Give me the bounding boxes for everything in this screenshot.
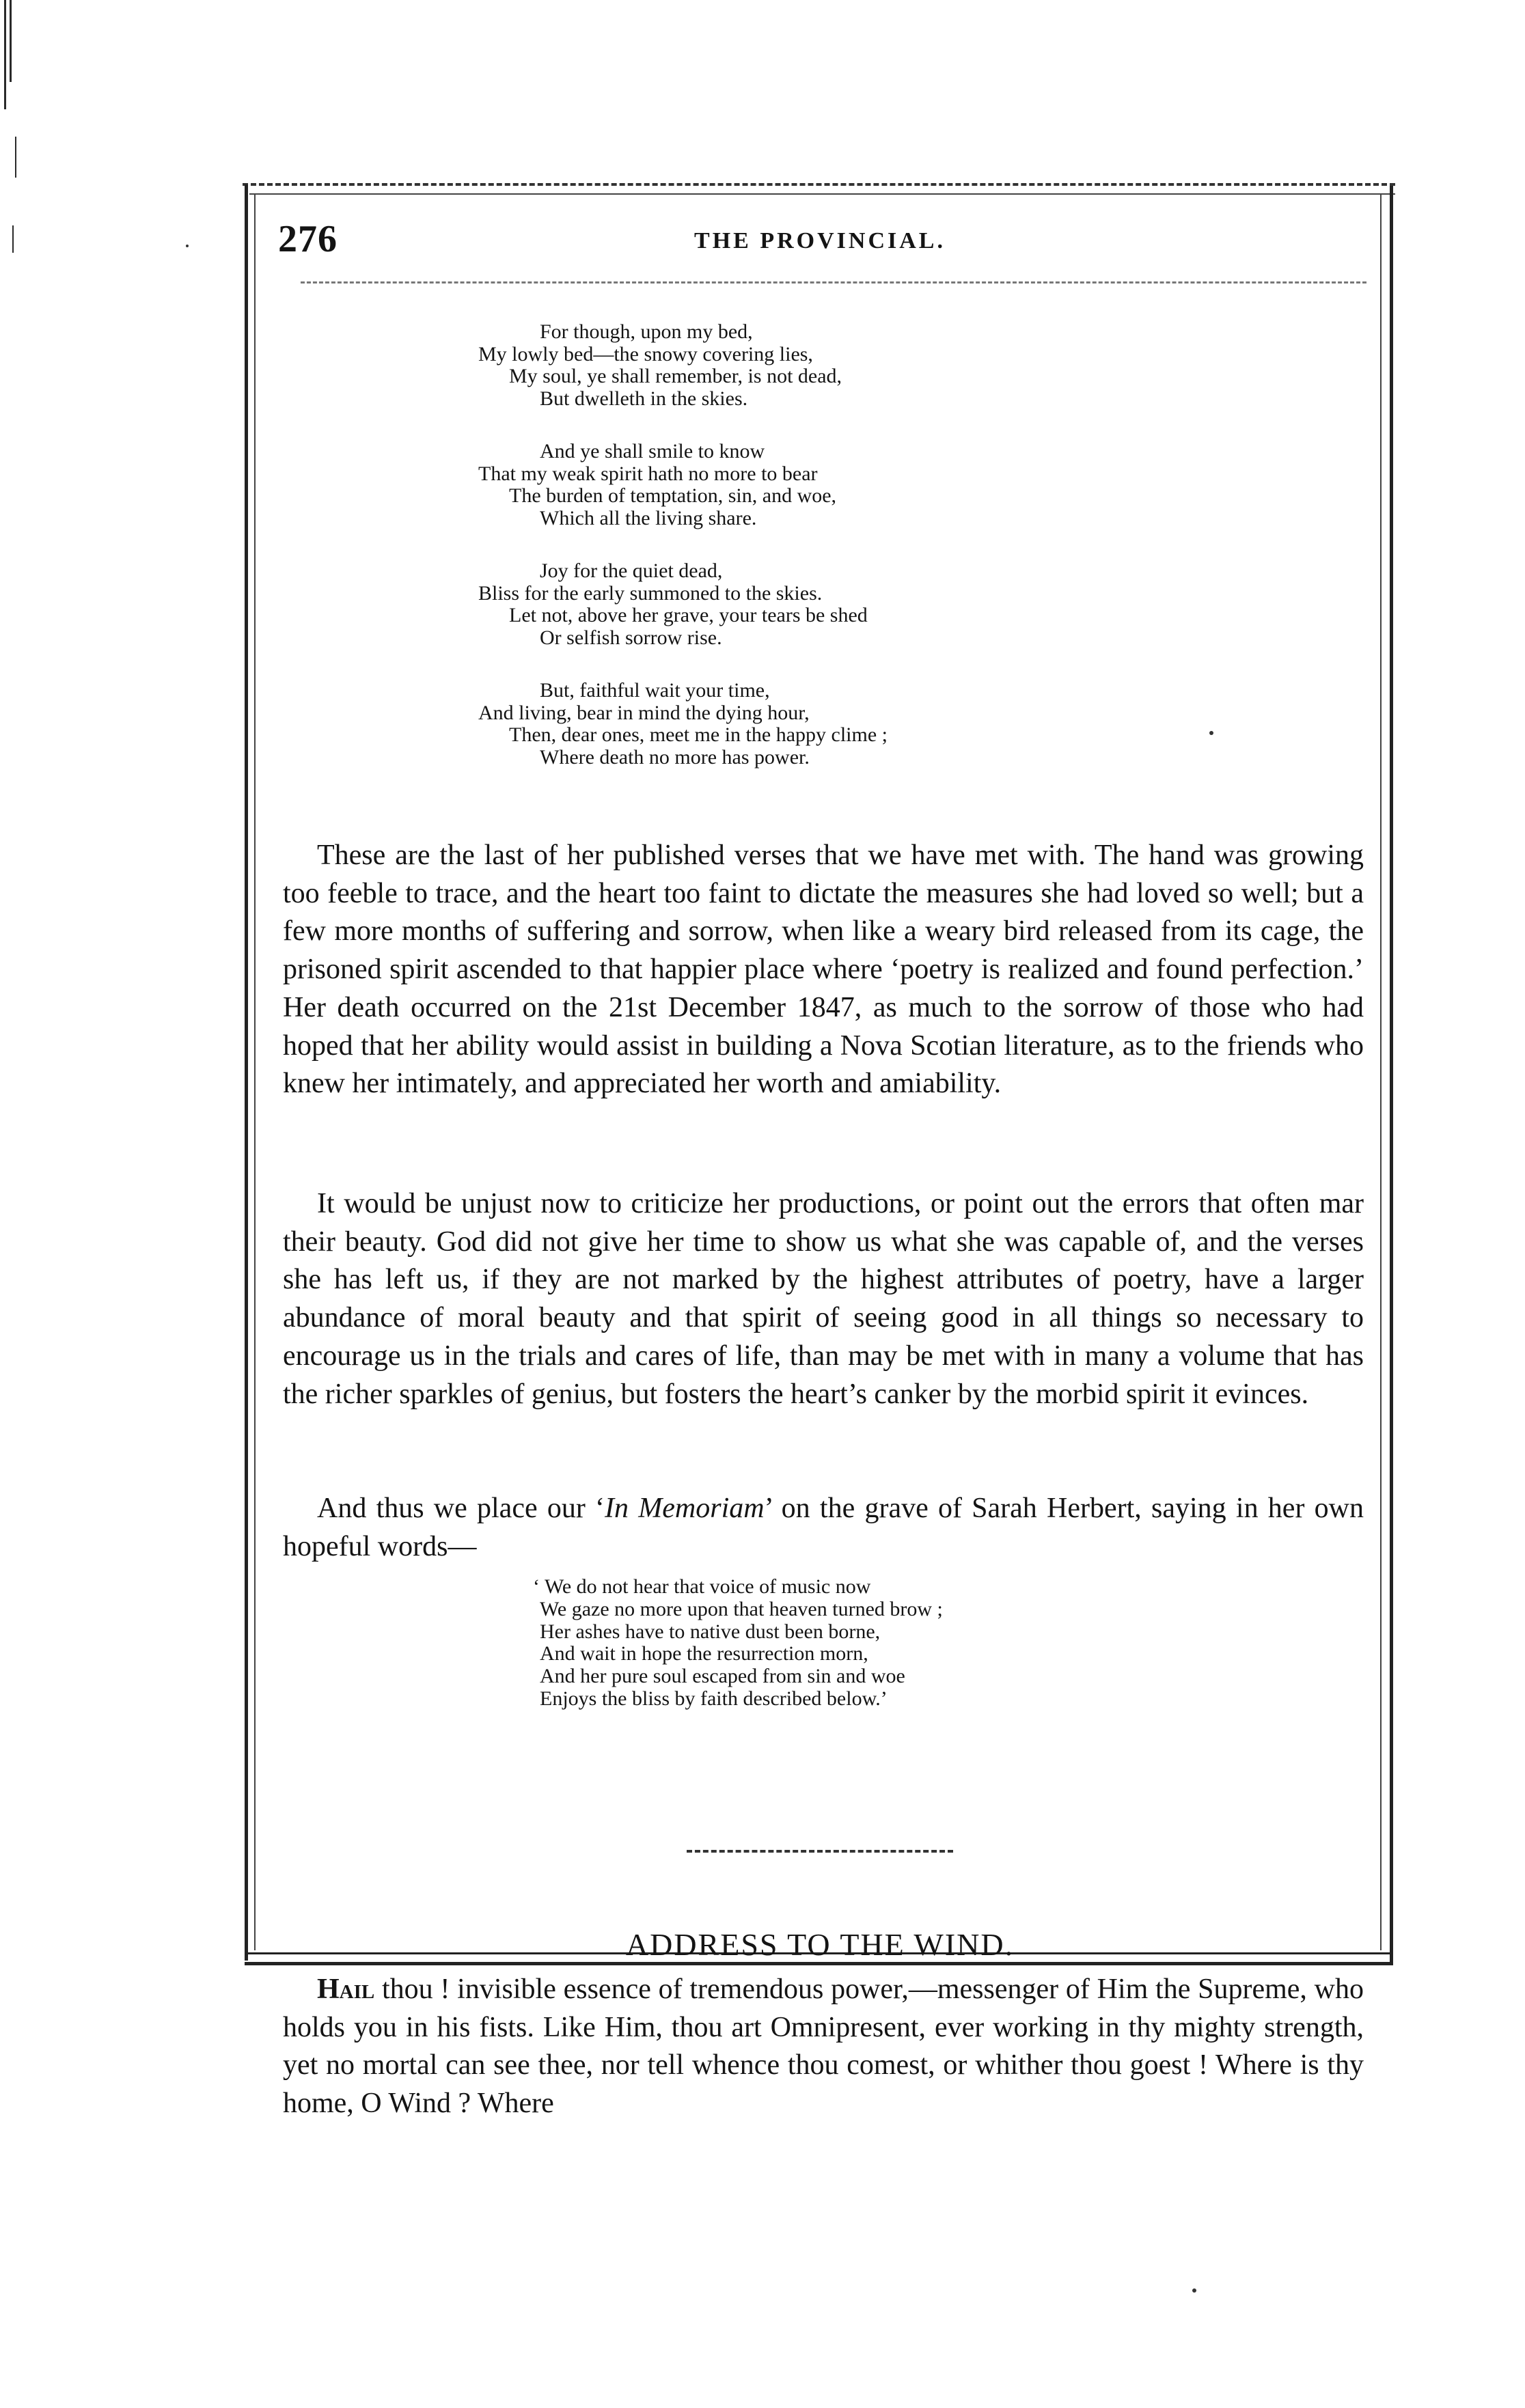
paragraph-text: thou ! invisible essence of tremendous power,—messenger of Him the Supreme, who holds you in his fists. Like Him, thou art Omnipresent, ever working in thy mighty strength, yet no mortal can see thee, nor tell whence thou comest, or whither thou goest ! Where is thy home, O Wind ? Where (283, 1974, 1364, 2120)
quote-line: We gaze no more upon that heaven turned brow ; (540, 1597, 943, 1620)
poem-line: And living, bear in mind the dying hour, (478, 701, 810, 724)
poem-line: My soul, ye shall remember, is not dead, (509, 365, 842, 387)
quote-line: Enjoys the bliss by faith described below.’ (540, 1687, 888, 1710)
scan-speck (186, 245, 189, 247)
scan-edge-mark (4, 0, 6, 109)
poem-line: But, faithful wait your time, (540, 679, 770, 702)
body-paragraph (283, 1185, 1364, 1413)
poem-stanza (478, 441, 1093, 529)
opening-word: Hail (317, 1974, 375, 2005)
poem-line: Which all the living share. (540, 506, 757, 529)
poem-line: But dwelleth in the skies. (540, 387, 748, 410)
body-paragraph (283, 837, 1364, 1103)
scan-speck (1209, 731, 1213, 735)
page-frame-right (1390, 186, 1393, 1962)
poem-line: Bliss for the early summoned to the skies. (478, 581, 823, 605)
page-number: 276 (278, 218, 338, 260)
poem-line: Or selfish sorrow rise. (540, 626, 722, 649)
page-frame-left (245, 184, 248, 1961)
poem-stanza (478, 321, 1093, 410)
paragraph-text: And thus we place our ‘ (317, 1493, 605, 1524)
header-rule (301, 281, 1366, 283)
section-title: ADDRESS TO THE WIND. (625, 1927, 1015, 1962)
poem-line: That my weak spirit hath no more to bear (478, 462, 818, 485)
paragraph-text: It would be unjust now to criticize her productions, or point out the errors that often mar their beauty. God did not give her time to show us what she was capable of, and the verses she has left us, if they are not marked by the highest attributes of poetry, have a larger abundance of moral beauty and that spirit of seeing good in all things so necessary to encourage us in the trials and cares of life, than may be met with in many a volume that has the richer sparkles of genius, but fosters the heart’s canker by the morbid spirit it evinces. (283, 1188, 1364, 1410)
closing-quote (533, 1576, 1216, 1711)
poem-line: For though, upon my bed, (540, 320, 753, 343)
poem (478, 321, 1093, 799)
quote-line: ‘ We do not hear that voice of music now (533, 1575, 871, 1598)
page-frame-left-inner (254, 195, 256, 1950)
page-frame-top-inner (249, 193, 1395, 195)
scan-edge-mark (15, 137, 16, 178)
quote-line: And wait in hope the resurrection morn, (540, 1642, 868, 1665)
poem-line: Where death no more has power. (540, 745, 810, 769)
poem-stanza (478, 680, 1093, 769)
paragraph-text: ’ on the grave of Sarah Herbert, saying in her own hopeful words— (283, 1493, 1364, 1562)
poem-line: Joy for the quiet dead, (540, 559, 723, 582)
poem-line: The burden of temptation, sin, and woe, (509, 484, 837, 507)
body-paragraph (283, 1971, 1364, 2123)
poem-stanza (478, 560, 1093, 649)
body-paragraph (283, 1490, 1364, 1566)
scan-speck (1192, 2288, 1196, 2293)
paragraph-text: These are the last of her published verses that we have met with. The hand was growing too feeble to trace, and the heart too faint to dictate the measures she had loved so well; but a few more months of suffering and sorrow, when like a weary bird released from its cage, the prisoned spirit ascended to that happier place where ‘poetry is realized and found perfection.’ Her death occurred on the 21st December 1847, as much to the sorrow of those who had hoped that her ability would assist in building a Nova Scotian literature, as to the friends who knew her intimately, and appreciated her worth and amiability. (283, 840, 1364, 1100)
quote-line: Her ashes have to native dust been borne, (540, 1620, 881, 1643)
poem-line: And ye shall smile to know (540, 440, 765, 462)
poem-line: Then, dear ones, meet me in the happy clime ; (509, 723, 888, 746)
italic-title: In Memoriam (605, 1493, 765, 1524)
page-frame-top (243, 183, 1395, 186)
section-divider (687, 1850, 953, 1853)
scan-edge-mark (10, 0, 12, 82)
running-head: THE PROVINCIAL. (694, 228, 946, 253)
page-frame-right-inner (1380, 195, 1382, 1950)
poem-line: My lowly bed—the snowy covering lies, (478, 342, 813, 365)
scan-edge-mark (12, 225, 14, 253)
quote-line: And her pure soul escaped from sin and woe (540, 1665, 905, 1688)
poem-line: Let not, above her grave, your tears be shed (509, 604, 868, 626)
